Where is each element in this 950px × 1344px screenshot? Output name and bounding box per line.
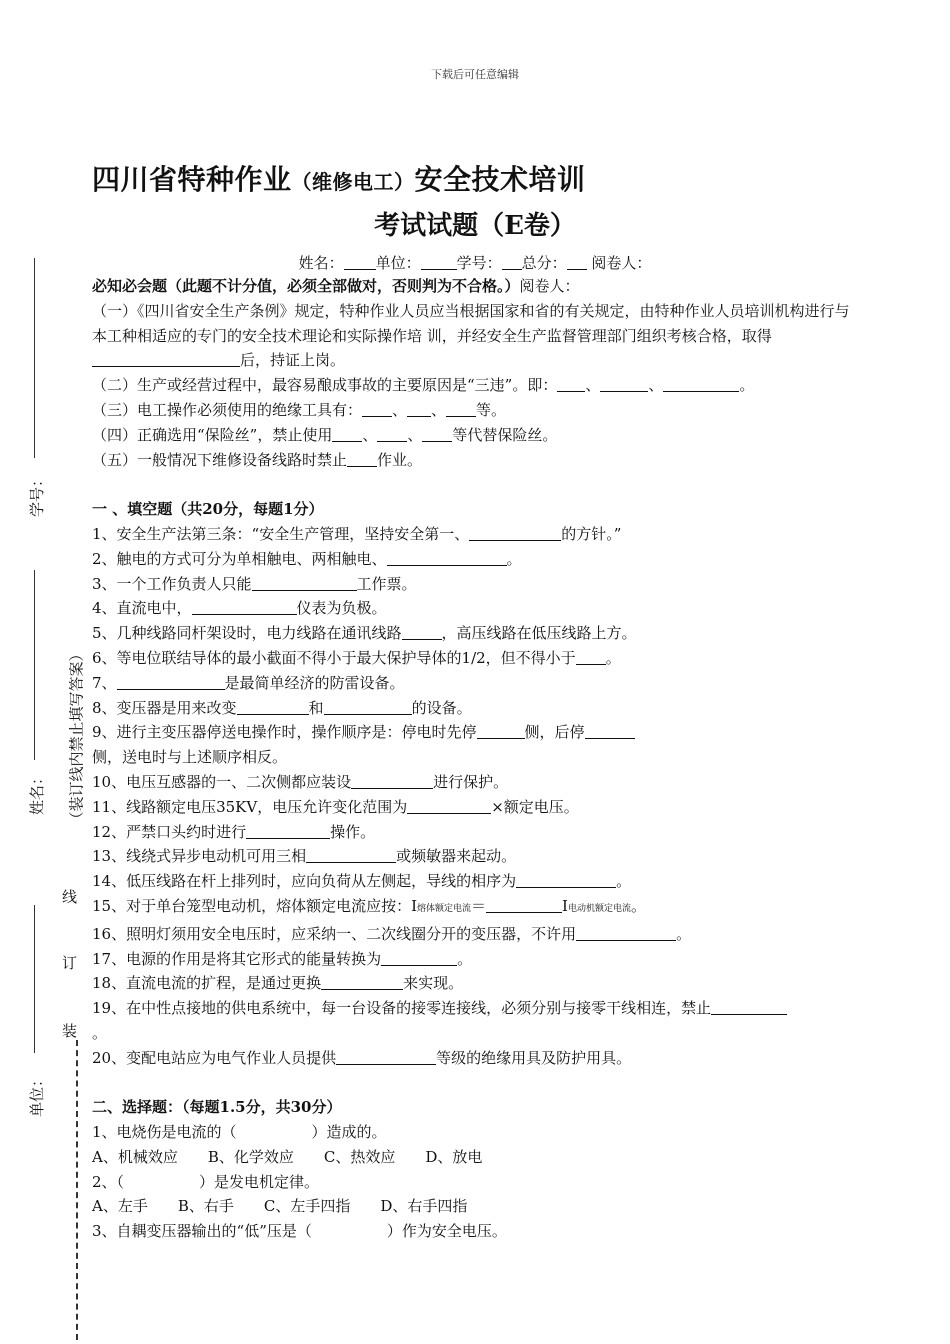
fill-q1-text: 1、安全生产法第三条：“安全生产管理，坚持安全第一、 [92, 524, 470, 543]
fill-q4-text: 4、直流电中， [92, 599, 192, 618]
fill-q10-tail: 进行保护。 [433, 772, 509, 791]
must-know-q1-tail: 后，持证上岗。 [240, 351, 346, 370]
fill-q20-tail: 等级的绝缘用具及防护用具。 [436, 1048, 632, 1067]
fill-q15 [92, 894, 862, 922]
fill-q15-eq: ＝ [471, 896, 487, 915]
fill-q16-text: 16、照明灯须用安全电压时，应采纳一、二次线圈分开的变压器，不许用 [92, 924, 577, 943]
blank[interactable] [477, 722, 525, 739]
fill-q9-mid: 侧，后停 [524, 723, 585, 742]
blank[interactable] [516, 871, 616, 888]
fill-q3-tail: 工作票。 [356, 574, 417, 593]
fill-q6-tail: 。 [605, 648, 621, 667]
choice-q2-options: A、左手 B、右手 C、左手四指 D、右手四指 [92, 1197, 468, 1216]
fill-q18-tail: 来实现。 [403, 974, 464, 993]
fill-q12-text: 12、严禁口头约时进行 [92, 822, 247, 841]
blank[interactable] [252, 574, 357, 591]
must-know-q1-text: （一）《四川省安全生产条例》规定，特种作业人员应当根据国家和省的有关规定，由特种作业人员培训机构进行与本工种相适应的专门的安全技术理论和实际操作培 训，并经安全生产监督管理部门组织考核合格，取得 [92, 301, 850, 345]
fill-q19-cont: 。 [92, 1023, 108, 1042]
blank[interactable] [332, 425, 362, 442]
fill-q2-tail: 。 [506, 549, 522, 568]
blank[interactable] [351, 772, 433, 789]
fill-q20 [92, 1046, 862, 1071]
must-know-q2-text: （二）生产或经营过程中，最容易酿成事故的主要原因是“三违”。即： [92, 376, 558, 395]
blank[interactable] [347, 450, 377, 467]
fill-q10-text: 10、电压互感器的一、二次侧都应装设 [92, 772, 352, 791]
choice-q3: 3、自耦变压器输出的“低”压是（ ）作为安全电压。 [92, 1222, 507, 1241]
unit-label: 单位： [375, 254, 421, 272]
blank[interactable] [377, 425, 407, 442]
fill-q7-tail: 是最简单经济的防雷设备。 [224, 673, 405, 692]
name-line [34, 570, 35, 760]
fill-q11-text: 11、线路额定电压35KV，电压允许变化范围为 [92, 797, 408, 816]
blank[interactable] [92, 350, 240, 367]
blank[interactable] [576, 924, 676, 941]
fill-q15-i: I [562, 896, 568, 915]
fill-q15-sub1: 熔体额定电流 [417, 903, 472, 914]
exam-content [92, 274, 862, 1244]
fill-q8-text: 8、变压器是用来改变 [92, 698, 237, 717]
fill-q20-text: 20、变配电站应为电气作业人员提供 [92, 1048, 337, 1067]
choice-q2: 2、（ ）是发电机定律。 [92, 1172, 320, 1191]
choice-q1-options: A、机械效应 B、化学效应 C、热效应 D、放电 [92, 1147, 483, 1166]
blank[interactable] [469, 524, 561, 541]
blank[interactable] [192, 598, 297, 615]
fill-q15-tail: 。 [631, 896, 647, 915]
blank[interactable] [362, 400, 392, 417]
fill-q4 [92, 596, 862, 621]
must-know-grader: 阅卷人： [519, 277, 580, 295]
blank[interactable] [324, 698, 412, 715]
fill-q2-text: 2、触电的方式可分为单相触电、两相触电、 [92, 549, 387, 568]
fill-q12 [92, 820, 862, 845]
blank[interactable] [711, 998, 787, 1015]
fill-q13-text: 13、线绕式异步电动机可用三相 [92, 847, 307, 866]
blank[interactable] [381, 949, 457, 966]
fill-q8 [92, 696, 862, 721]
fill-q1 [92, 522, 862, 547]
blank[interactable] [585, 722, 635, 739]
fill-q14-text: 14、低压线路在杆上排列时，应向负荷从左侧起，导线的相序为 [92, 872, 517, 891]
fill-q3-text: 3、一个工作负责人只能 [92, 574, 252, 593]
fill-q10 [92, 770, 862, 795]
fill-q7-text: 7、 [92, 673, 117, 692]
title-tail: 安全技术培训 [414, 163, 586, 196]
blank[interactable] [600, 375, 648, 392]
fill-q2 [92, 547, 862, 572]
fill-q18-text: 18、直流电流的扩程，是通过更换 [92, 974, 322, 993]
blank[interactable] [422, 425, 452, 442]
must-know-q3-text: （三）电工操作必须使用的绝缘工具有： [92, 400, 363, 419]
header-note: 下载后可任意编辑 [431, 68, 519, 81]
fill-q8-tail: 的设备。 [411, 698, 472, 717]
fill-q9 [92, 720, 862, 745]
fill-q5 [92, 621, 862, 646]
fill-q5-text: 5、几种线路同杆架设时，电力线路在通讯线路 [92, 624, 402, 643]
blank[interactable] [336, 1048, 436, 1065]
fill-q9-text: 9、进行主变压器停送电操作时，操作顺序是：停电时先停 [92, 723, 477, 742]
must-know-q3-tail: 等。 [476, 400, 507, 419]
must-know-q5-tail: 作业。 [377, 450, 423, 469]
fill-q17 [92, 947, 862, 972]
blank[interactable] [407, 797, 491, 814]
fill-q19 [92, 996, 862, 1021]
total-blank[interactable] [567, 253, 587, 270]
fill-heading: 一 、填空题（共20分，每题1分） [92, 500, 324, 519]
title-paren: （维修电工） [291, 170, 415, 194]
fill-q5-tail: ，高压线路在低压线路上方。 [441, 624, 637, 643]
fill-q3 [92, 572, 862, 597]
fill-q14 [92, 869, 862, 894]
blank[interactable] [387, 549, 507, 566]
info-line [0, 252, 950, 273]
fill-q13 [92, 844, 862, 869]
blank[interactable] [402, 623, 442, 640]
binding-char-xian: 线 [62, 888, 78, 906]
blank[interactable] [486, 896, 562, 913]
must-know-q1 [92, 299, 862, 373]
fill-q6 [92, 646, 862, 671]
title-main: 四川省特种作业 [92, 163, 292, 196]
fill-q16-tail: 。 [676, 924, 692, 943]
blank[interactable] [117, 673, 225, 690]
fill-q12-tail: 操作。 [330, 822, 376, 841]
fill-q9-cont: 侧，送电时与上述顺序相反。 [92, 748, 288, 767]
fill-q16 [92, 922, 862, 947]
binding-char-zhuang: 装 [62, 1022, 78, 1040]
fill-q15-sub2: 电动机额定电流 [567, 903, 631, 914]
fill-q4-tail: 仪表为负极。 [296, 599, 387, 618]
total-label: 总分： [521, 254, 567, 272]
id-line [34, 258, 35, 458]
must-know-q4-tail: 等代替保险丝。 [452, 425, 558, 444]
blank[interactable] [663, 375, 739, 392]
fill-q7 [92, 671, 862, 696]
fill-q17-text: 17、电源的作用是将其它形式的能量转换为 [92, 949, 382, 968]
fill-q13-tail: 或频敏器来起动。 [396, 847, 517, 866]
margin-name-label: 姓名： [28, 769, 47, 816]
fill-q14-tail: 。 [616, 872, 632, 891]
fill-q15-text: 15、对于单台笼型电动机，熔体额定电流应按：I [92, 896, 418, 915]
must-know-heading [92, 274, 862, 299]
binding-char-ding: 订 [62, 954, 78, 972]
binding-dashed-line [76, 1040, 78, 1340]
margin-unit-label: 单位： [28, 1071, 47, 1118]
unit-line [34, 905, 35, 1053]
must-know-q5 [92, 448, 862, 473]
blank[interactable] [446, 400, 476, 417]
blank[interactable] [237, 698, 309, 715]
exam-subtitle: 考试试题（E卷） [374, 211, 576, 241]
blank[interactable] [321, 973, 403, 990]
must-know-q3: （三）电工操作必须使用的绝缘工具有： 、 、 等。 [92, 400, 507, 419]
fill-q18 [92, 971, 862, 996]
id-blank[interactable] [502, 253, 522, 270]
fill-q8-and: 和 [308, 698, 324, 717]
binding-note: （装订线内禁止填写答案） [67, 646, 86, 827]
unit-blank[interactable] [421, 253, 457, 270]
must-know-heading-text: 必知必会题（此题不计分值，必须全部做对，否则判为不合格。） [92, 277, 520, 295]
blank[interactable] [246, 822, 330, 839]
choice-heading: 二、选择题：（每题1.5分，共30分） [92, 1098, 342, 1117]
exam-title [92, 158, 586, 198]
fill-q11-tail: ×额定电压。 [491, 797, 579, 816]
must-know-q4: （四）正确选用“保险丝”，禁止使用 、 、 等代替保险丝。 [92, 425, 558, 444]
fill-q11 [92, 795, 862, 820]
margin-id-label: 学号： [28, 471, 47, 518]
fill-q1-tail: 的方针。” [561, 524, 622, 543]
must-know-q2: （二）生产或经营过程中，最容易酿成事故的主要原因是“三违”。即： 、 、 。 [92, 376, 755, 395]
blank[interactable] [407, 400, 431, 417]
blank[interactable] [306, 846, 396, 863]
fill-q6-text: 6、等电位联结导体的最小截面不得小于最大保护导体的1/2，但不得小于 [92, 648, 576, 667]
choice-q1: 1、电烧伤是电流的（ ）造成的。 [92, 1123, 387, 1142]
must-know-q5-text: （五）一般情况下维修设备线路时禁止 [92, 450, 348, 469]
name-blank[interactable] [344, 253, 376, 270]
fill-q19-text: 19、在中性点接地的供电系统中，每一台设备的接零连接线，必须分别与接零干线相连，禁止 [92, 999, 712, 1018]
id-label: 学号： [456, 254, 502, 272]
blank[interactable] [576, 648, 606, 665]
must-know-q4-text: （四）正确选用“保险丝”，禁止使用 [92, 425, 333, 444]
fill-q17-tail: 。 [457, 949, 473, 968]
blank[interactable] [557, 375, 585, 392]
name-label: 姓名： [298, 254, 344, 272]
grader-label: 阅卷人： [591, 254, 652, 272]
